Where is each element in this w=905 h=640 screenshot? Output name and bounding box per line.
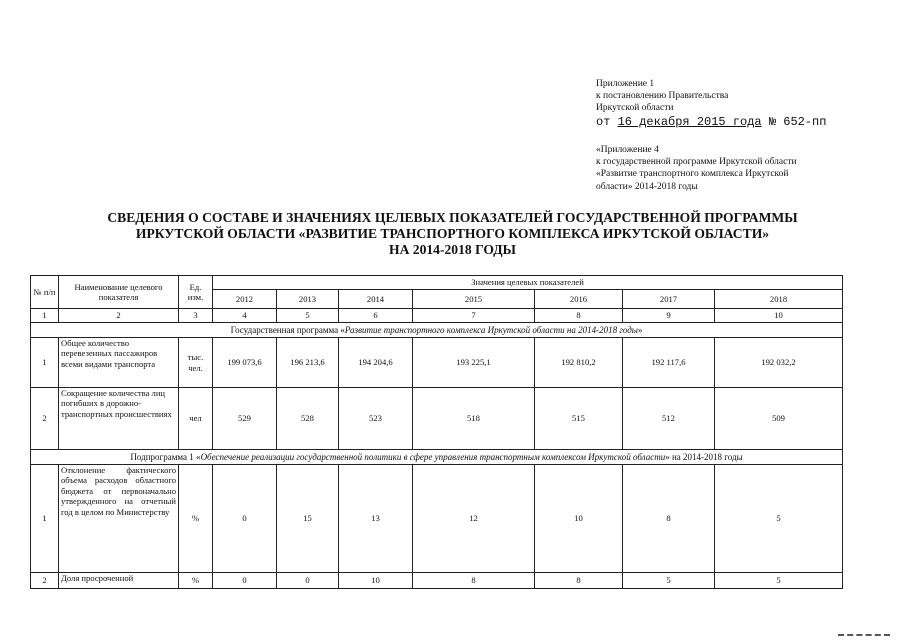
- decree-line: [596, 115, 886, 129]
- section-title: [31, 450, 843, 465]
- indicator-name: Отклонение фактического объема расходов областного бюджета от первоначально утвержденного на отчетный год в целом по Министерству: [59, 465, 179, 573]
- value-cell: 8: [413, 573, 535, 589]
- value-cell: 8: [535, 573, 623, 589]
- col-number: 1: [31, 309, 59, 323]
- col-number: 7: [413, 309, 535, 323]
- value-cell: 192 032,2: [715, 338, 843, 388]
- annex-4-line-1: «Приложение 4: [596, 145, 659, 155]
- annex-4-block: [596, 144, 846, 193]
- col-number: 5: [277, 309, 339, 323]
- section-prefix: Подпрограмма 1 «: [130, 451, 201, 462]
- value-cell: 196 213,6: [277, 338, 339, 388]
- value-cell: 528: [277, 388, 339, 450]
- value-cell: 193 225,1: [413, 338, 535, 388]
- header-num: № п/п: [31, 276, 59, 309]
- value-cell: 0: [213, 573, 277, 589]
- header-year: 2017: [623, 290, 715, 309]
- section-row-program: [31, 323, 843, 338]
- indicator-name: Доля просроченной: [59, 573, 179, 589]
- document-title: [30, 210, 875, 258]
- table-row: [31, 338, 843, 388]
- value-cell: 523: [339, 388, 413, 450]
- value-cell: 515: [535, 388, 623, 450]
- value-cell: 0: [277, 573, 339, 589]
- value-cell: 5: [715, 573, 843, 589]
- indicator-unit: чел: [179, 388, 213, 450]
- header-row-1: [31, 276, 843, 290]
- value-cell: 529: [213, 388, 277, 450]
- annex-4-line-3: «Развитие транспортного комплекса Иркутской: [596, 169, 789, 180]
- value-cell: 5: [623, 573, 715, 589]
- indicator-unit: тыс. чел.: [179, 338, 213, 388]
- section-prefix: Государственная программа «: [230, 324, 345, 335]
- value-cell: 15: [277, 465, 339, 573]
- header-unit: Ед. изм.: [179, 276, 213, 309]
- decree-prefix: от: [596, 114, 618, 129]
- annex-block: [596, 78, 886, 129]
- annex-4-line-2: к государственной программе Иркутской области: [596, 157, 797, 168]
- value-cell: 5: [715, 465, 843, 573]
- column-numbers-row: [31, 309, 843, 323]
- indicator-unit: %: [179, 573, 213, 589]
- header-year: 2012: [213, 290, 277, 309]
- header-year: 2016: [535, 290, 623, 309]
- value-cell: 512: [623, 388, 715, 450]
- row-num: 1: [31, 465, 59, 573]
- col-number: 6: [339, 309, 413, 323]
- value-cell: 194 204,6: [339, 338, 413, 388]
- row-num: 1: [31, 338, 59, 388]
- indicators-table: [30, 275, 843, 589]
- col-number: 8: [535, 309, 623, 323]
- header-year: 2018: [715, 290, 843, 309]
- row-num: 2: [31, 573, 59, 589]
- value-cell: 10: [535, 465, 623, 573]
- annex-4-line-4: области» 2014-2018 годы: [596, 181, 698, 192]
- col-number: 10: [715, 309, 843, 323]
- col-number: 4: [213, 309, 277, 323]
- indicator-name: Сокращение количества лиц погибших в дорожно-транспортных происшествиях: [59, 388, 179, 450]
- title-line-2: ИРКУТСКОЙ ОБЛАСТИ «РАЗВИТИЕ ТРАНСПОРТНОГО КОМПЛЕКСА ИРКУТСКОЙ ОБЛАСТИ»: [135, 226, 770, 241]
- header-year: 2014: [339, 290, 413, 309]
- indicator-unit: %: [179, 465, 213, 573]
- table-row: [31, 573, 843, 589]
- section-suffix: »: [637, 324, 643, 335]
- annex-line-1: Приложение 1: [596, 79, 655, 89]
- table-row: [31, 388, 843, 450]
- header-values: Значения целевых показателей: [213, 276, 843, 290]
- section-title: [31, 323, 843, 338]
- section-row-subprogram: [31, 450, 843, 465]
- value-cell: 509: [715, 388, 843, 450]
- annex-line-2: к постановлению Правительства: [596, 91, 729, 102]
- value-cell: 192 117,6: [623, 338, 715, 388]
- col-number: 3: [179, 309, 213, 323]
- section-italic: Обеспечение реализации государственной политики в сфере управления транспортным комплексом Иркутской области: [200, 451, 666, 462]
- section-suffix: » на 2014-2018 годы: [665, 451, 743, 462]
- section-italic: Развитие транспортного комплекса Иркутской области на 2014-2018 годы: [344, 324, 638, 335]
- header-year: 2015: [413, 290, 535, 309]
- title-line-1: СВЕДЕНИЯ О СОСТАВЕ И ЗНАЧЕНИЯХ ЦЕЛЕВЫХ ПОКАЗАТЕЛЕЙ ГОСУДАРСТВЕННОЙ ПРОГРАММЫ: [107, 210, 798, 225]
- value-cell: 8: [623, 465, 715, 573]
- header-year: 2013: [277, 290, 339, 309]
- row-num: 2: [31, 388, 59, 450]
- decree-number: № 652-пп: [761, 114, 827, 129]
- title-line-3: НА 2014-2018 ГОДЫ: [389, 242, 516, 257]
- header-name: Наименование целевого показателя: [59, 276, 179, 309]
- indicator-name: Общее количество перевезенных пассажиров всеми видами транспорта: [59, 338, 179, 388]
- value-cell: 12: [413, 465, 535, 573]
- value-cell: 192 810,2: [535, 338, 623, 388]
- col-number: 2: [59, 309, 179, 323]
- value-cell: 518: [413, 388, 535, 450]
- value-cell: 199 073,6: [213, 338, 277, 388]
- table-row: [31, 465, 843, 573]
- value-cell: 0: [213, 465, 277, 573]
- value-cell: 10: [339, 573, 413, 589]
- annex-line-3: Иркутской области: [596, 103, 674, 114]
- decree-date: 16 декабря 2015 года: [617, 114, 762, 129]
- scan-edge-mark: [838, 634, 890, 638]
- value-cell: 13: [339, 465, 413, 573]
- col-number: 9: [623, 309, 715, 323]
